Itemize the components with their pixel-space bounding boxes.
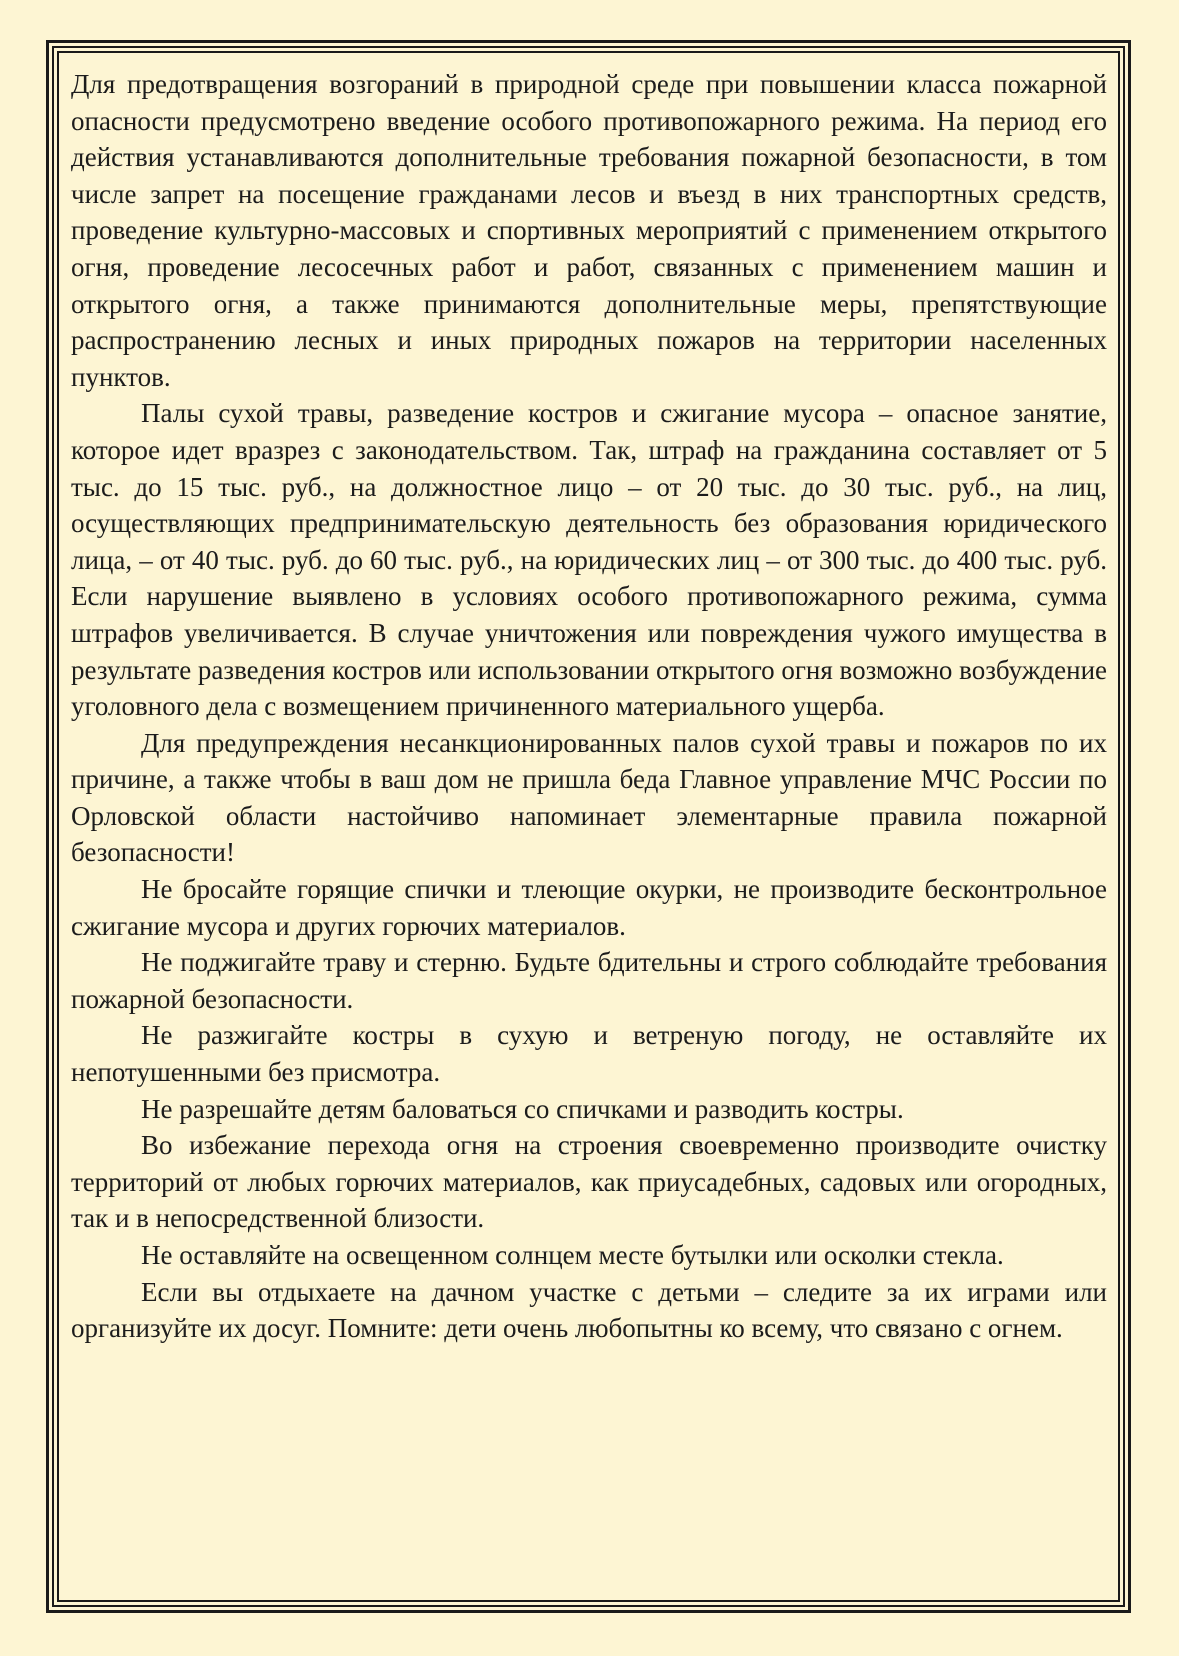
paragraph-warning: Для предупреждения несанкционированных палов сухой травы и пожаров по их причине, а также чтобы в ваш дом не пришла беда Главное управление МЧС России по Орловской области настойчиво напоминает элементарные правила пожарной безопасности! bbox=[71, 727, 1107, 868]
paragraph-rule-glass: Не оставляйте на освещенном солнцем месте бутылки или осколки стекла. bbox=[141, 1240, 1004, 1270]
paragraph-rule-supervision: Если вы отдыхаете на дачном участке с детьми – следите за их играми или организуйте их досуг. Помните: дети очень любопытны ко всему, что связано с огнем. bbox=[71, 1276, 1107, 1344]
paragraph-intro: Для предотвращения возгораний в природной среде при повышении класса пожарной опасности предусмотрено введение особого противопожарного режима. На период его действия устанавливаются дополнительные требования пожарной безопасности, в том числе запрет на посещение гражданами лесов и въезд в них транспортных средств, проведение культурно-массовых и спортивных мероприятий с применением открытого огня, проведение лесосечных работ и работ, связанных с применением машин и открытого огня, а также принимаются дополнительные меры, препятствующие распространению лесных и иных природных пожаров на территории населенных пунктов. bbox=[71, 69, 1107, 392]
paragraph-rule-children: Не разрешайте детям баловаться со спичками и разводить костры. bbox=[141, 1093, 904, 1124]
paragraph-rule-matches: Не бросайте горящие спички и тлеющие окурки, не производите бесконтрольное сжигание мусора и других горючих материалов. bbox=[71, 874, 1107, 941]
document-body bbox=[71, 66, 1107, 1347]
paragraph-rule-cleanup: Во избежание перехода огня на строения своевременно производите очистку территорий от любых горючих материалов, как приусадебных, садовых или огородных, так и в непосредственной близости. bbox=[71, 1130, 1107, 1234]
paragraph-fines: Палы сухой травы, разведение костров и сжигание мусора – опасное занятие, которое идет вразрез с законодательством. Так, штраф на гражданина составляет от 5 тыс. до 15 тыс. руб., на должностное лицо – от 20 тыс. до 30 тыс. руб., на лиц, осуществляющих предпринимательскую деятельность без образования юридического лица, – от 40 тыс. руб. до 60 тыс. руб., на юридических лиц – от 300 тыс. до 400 тыс. руб. Если нарушение выявлено в условиях особого противопожарного режима, сумма штрафов увеличивается. В случае уничтожения или повреждения чужого имущества в результате разведения костров или использовании открытого огня возможно возбуждение уголовного дела с возмещением причиненного материального ущерба. bbox=[71, 398, 1107, 722]
paragraph-rule-campfires: Не разжигайте костры в сухую и ветреную погоду, не оставляйте их непотушенными без присмотра. bbox=[71, 1020, 1107, 1088]
paragraph-rule-grass: Не поджигайте траву и стерню. Будьте бдительны и строго соблюдайте требования пожарной безопасности. bbox=[71, 947, 1107, 1014]
